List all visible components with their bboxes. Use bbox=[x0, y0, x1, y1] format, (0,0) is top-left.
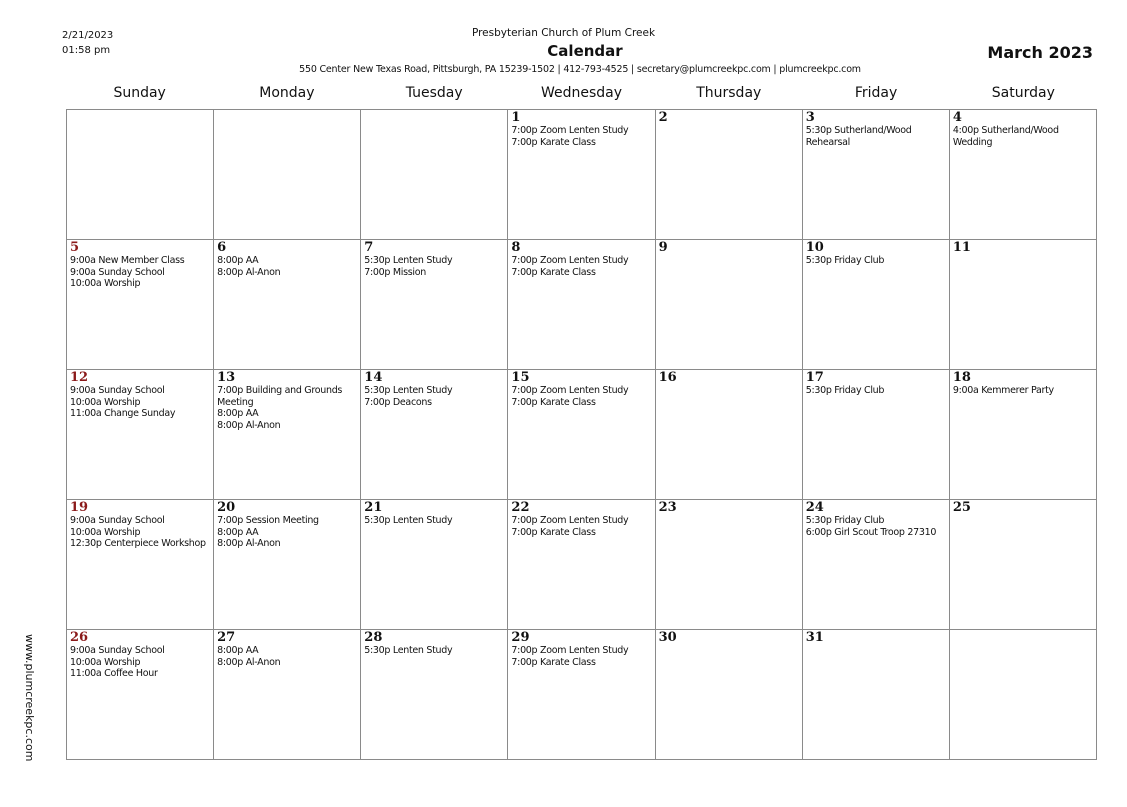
day-cell-24 bbox=[803, 500, 950, 630]
calendar-event: 10:00a Worship bbox=[70, 278, 141, 289]
day-number: 10 bbox=[805, 240, 824, 255]
day-number: 24 bbox=[805, 500, 824, 515]
day-cell-20 bbox=[214, 500, 361, 630]
day-cell-22 bbox=[508, 500, 655, 630]
day-number: 30 bbox=[658, 630, 677, 645]
calendar-event: 5:30p Friday Club bbox=[805, 385, 885, 396]
day-cell-8 bbox=[508, 240, 655, 370]
day-cell-1 bbox=[508, 110, 655, 240]
day-cell-13 bbox=[214, 370, 361, 500]
calendar-event: 7:00p Karate Class bbox=[511, 396, 596, 408]
calendar-event: 4:00p Sutherland/Wood Wedding bbox=[952, 125, 1059, 148]
day-number: 5 bbox=[70, 240, 80, 255]
calendar-event: 12:30p Centerpiece Workshop bbox=[70, 538, 206, 549]
calendar-event: 7:00p Karate Class bbox=[511, 656, 596, 668]
calendar-event: 10:00a Worship bbox=[70, 526, 141, 538]
day-cell-23 bbox=[656, 500, 803, 630]
calendar-event: 7:00p Karate Class bbox=[511, 266, 596, 278]
day-number: 26 bbox=[70, 630, 89, 645]
calendar-event: 6:00p Girl Scout Troop 27310 bbox=[805, 526, 937, 538]
calendar-event: 9:00a Sunday School bbox=[70, 385, 165, 396]
side-website-url: www.plumcreekpc.com bbox=[23, 634, 36, 762]
calendar-event: 5:30p Lenten Study bbox=[364, 385, 453, 396]
document-title: Calendar bbox=[547, 42, 623, 60]
organization-name: Presbyterian Church of Plum Creek bbox=[471, 27, 656, 39]
calendar-event: 9:00a Sunday School bbox=[70, 266, 165, 278]
month-title: March 2023 bbox=[987, 43, 1093, 62]
day-number: 11 bbox=[952, 240, 971, 255]
day-number: 8 bbox=[511, 240, 521, 255]
day-number: 19 bbox=[70, 500, 89, 515]
day-cell-26 bbox=[67, 630, 214, 760]
calendar-event: 5:30p Lenten Study bbox=[364, 255, 453, 266]
weekday-header-saturday: Saturday bbox=[991, 85, 1055, 101]
weekday-header-sunday: Sunday bbox=[113, 85, 166, 101]
day-cell-12 bbox=[67, 370, 214, 500]
calendar-event: 8:00p Al-Anon bbox=[217, 538, 281, 549]
calendar-event: 11:00a Change Sunday bbox=[70, 408, 176, 419]
calendar-event: 8:00p Al-Anon bbox=[217, 656, 281, 668]
calendar-event: 9:00a Sunday School bbox=[70, 645, 165, 656]
calendar-event: 9:00a Sunday School bbox=[70, 515, 165, 526]
calendar-event: 10:00a Worship bbox=[70, 396, 141, 408]
day-number: 27 bbox=[217, 630, 236, 645]
empty-day-cell bbox=[361, 110, 508, 240]
day-cell-21 bbox=[361, 500, 508, 630]
calendar-event: 7:00p Karate Class bbox=[511, 136, 596, 148]
day-number: 16 bbox=[658, 370, 677, 385]
calendar-event: 7:00p Karate Class bbox=[511, 526, 596, 538]
calendar-event: 7:00p Mission bbox=[364, 266, 426, 278]
day-cell-10 bbox=[803, 240, 950, 370]
day-cell-9 bbox=[656, 240, 803, 370]
day-number: 12 bbox=[70, 370, 89, 385]
calendar-event: 5:30p Lenten Study bbox=[364, 515, 453, 526]
day-cell-7 bbox=[361, 240, 508, 370]
day-cell-25 bbox=[950, 500, 1097, 630]
day-cell-3 bbox=[803, 110, 950, 240]
day-number: 28 bbox=[364, 630, 383, 645]
day-cell-30 bbox=[656, 630, 803, 760]
calendar-event: 7:00p Zoom Lenten Study bbox=[511, 385, 629, 396]
calendar-event: 8:00p AA bbox=[217, 645, 259, 656]
day-cell-27 bbox=[214, 630, 361, 760]
day-number: 23 bbox=[658, 500, 677, 515]
calendar-event: 7:00p Zoom Lenten Study bbox=[511, 125, 629, 136]
day-number: 1 bbox=[511, 110, 521, 125]
day-number: 13 bbox=[217, 370, 236, 385]
empty-day-cell bbox=[67, 110, 214, 240]
day-number: 4 bbox=[952, 110, 962, 125]
day-number: 29 bbox=[511, 630, 530, 645]
day-cell-16 bbox=[656, 370, 803, 500]
calendar-event: 7:00p Deacons bbox=[364, 396, 432, 408]
day-number: 21 bbox=[364, 500, 383, 515]
calendar-event: 7:00p Session Meeting bbox=[217, 515, 319, 526]
empty-day-cell bbox=[214, 110, 361, 240]
day-number: 7 bbox=[364, 240, 374, 255]
print-time: 01:58 pm bbox=[62, 45, 111, 56]
calendar-event: 5:30p Friday Club bbox=[805, 515, 885, 526]
weekday-header-friday: Friday bbox=[854, 85, 898, 101]
calendar-event: 7:00p Zoom Lenten Study bbox=[511, 645, 629, 656]
calendar-event: 7:00p Zoom Lenten Study bbox=[511, 255, 629, 266]
day-number: 15 bbox=[511, 370, 530, 385]
weekday-header-row bbox=[66, 85, 1097, 101]
print-date: 2/21/2023 bbox=[62, 30, 114, 41]
calendar-event: 10:00a Worship bbox=[70, 656, 141, 668]
day-cell-14 bbox=[361, 370, 508, 500]
calendar-event: 9:00a Kemmerer Party bbox=[952, 385, 1054, 396]
day-cell-19 bbox=[67, 500, 214, 630]
calendar-event: 5:30p Friday Club bbox=[805, 255, 885, 266]
day-number: 17 bbox=[805, 370, 824, 385]
day-cell-28 bbox=[361, 630, 508, 760]
calendar-event: 8:00p AA bbox=[217, 526, 259, 538]
calendar-event: 11:00a Coffee Hour bbox=[70, 668, 158, 679]
day-number: 18 bbox=[952, 370, 971, 385]
contact-address: 550 Center New Texas Road, Pittsburgh, PA 15239-1502 | 412-793-4525 | secretary@plumcreekpc.com | plumcreekpc.com bbox=[299, 64, 861, 75]
calendar-event: 8:00p Al-Anon bbox=[217, 266, 281, 278]
day-cell-5 bbox=[67, 240, 214, 370]
day-cell-11 bbox=[950, 240, 1097, 370]
calendar-event: 7:00p Zoom Lenten Study bbox=[511, 515, 629, 526]
calendar-event: 7:00p Building and Grounds Meeting bbox=[217, 385, 343, 408]
day-cell-4 bbox=[950, 110, 1097, 240]
day-number: 3 bbox=[805, 110, 815, 125]
day-number: 6 bbox=[217, 240, 227, 255]
day-cell-29 bbox=[508, 630, 655, 760]
calendar-event: 8:00p AA bbox=[217, 255, 259, 266]
day-cell-15 bbox=[508, 370, 655, 500]
day-cell-31 bbox=[803, 630, 950, 760]
day-cell-6 bbox=[214, 240, 361, 370]
day-number: 25 bbox=[952, 500, 971, 515]
calendar-event: 5:30p Sutherland/Wood Rehearsal bbox=[805, 125, 912, 148]
day-cell-2 bbox=[656, 110, 803, 240]
calendar-grid bbox=[66, 109, 1097, 760]
weekday-header-monday: Monday bbox=[259, 85, 315, 101]
calendar-event: 9:00a New Member Class bbox=[70, 255, 185, 266]
weekday-header-wednesday: Wednesday bbox=[540, 85, 623, 101]
day-number: 20 bbox=[217, 500, 236, 515]
weekday-header-tuesday: Tuesday bbox=[405, 85, 463, 101]
day-number: 22 bbox=[511, 500, 530, 515]
day-number: 14 bbox=[364, 370, 383, 385]
day-number: 31 bbox=[805, 630, 824, 645]
day-number: 9 bbox=[658, 240, 668, 255]
empty-day-cell bbox=[950, 630, 1097, 760]
day-cell-17 bbox=[803, 370, 950, 500]
calendar-event: 5:30p Lenten Study bbox=[364, 645, 453, 656]
day-number: 2 bbox=[658, 110, 668, 125]
calendar-event: 8:00p Al-Anon bbox=[217, 419, 281, 431]
calendar-event: 8:00p AA bbox=[217, 408, 259, 419]
weekday-header-thursday: Thursday bbox=[696, 85, 762, 101]
day-cell-18 bbox=[950, 370, 1097, 500]
